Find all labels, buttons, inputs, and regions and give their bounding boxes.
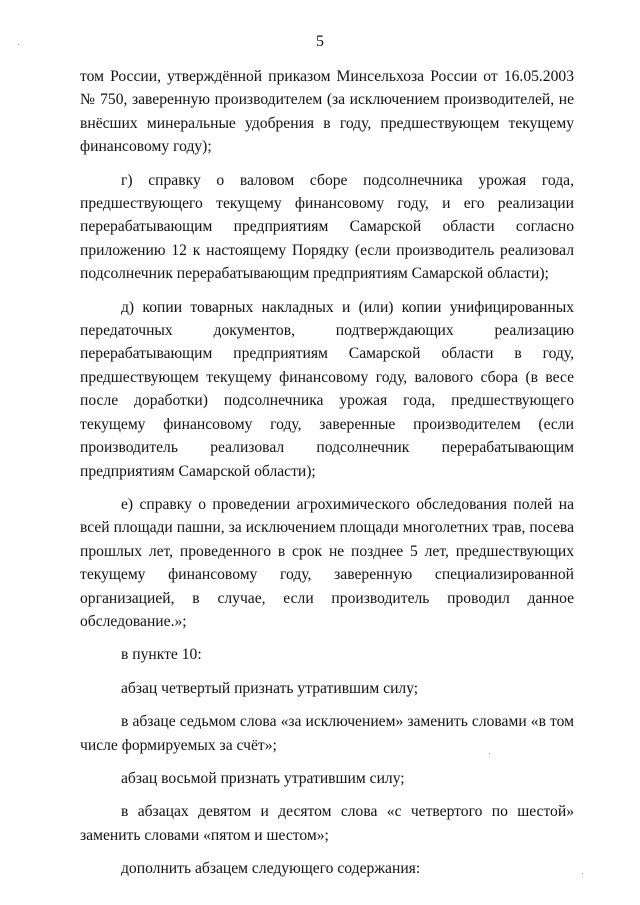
- document-body: [80, 65, 574, 881]
- paragraph: в абзаце седьмом слова «за исключением» заменить словами «в том числе формируемых за счёт»;: [80, 713, 574, 754]
- paragraph: г) справку о валовом сборе подсолнечника урожая года, предшествующего текущему финансовому году, и его реализации перерабатывающим предприятиям Самарской области согласно приложению 12 к настоящему Порядку (если производитель реализовал подсолнечник перерабатывающим предприятиям Самарской области);: [80, 171, 574, 283]
- page-number: 5: [316, 33, 324, 50]
- paragraph: в пункте 10:: [121, 646, 202, 664]
- paragraph: абзац восьмой признать утратившим силу;: [121, 769, 405, 787]
- paragraph: д) копии товарных накладных и (или) копии унифицированных передаточных документов, подтверждающих реализацию перерабатывающим предприятиям Самарской области в году, предшествующем текущему финансовому году, валового сбора (в весе после доработки) подсолнечника урожая года, предшествующего текущему финансовому году, заверенные производителем (если производитель реализовал подсолнечник перерабатывающим предприятиям Самарской области);: [80, 298, 574, 480]
- paragraph: в абзацах девятом и десятом слова «с четвертого по шестой» заменить словами «пятом и шестом»;: [80, 803, 574, 844]
- scan-speck: [489, 753, 490, 754]
- paragraph: абзац четвертый признать утратившим силу;: [121, 679, 419, 697]
- paragraph: дополнить абзацем следующего содержания:: [121, 860, 421, 878]
- scan-speck: [18, 44, 19, 45]
- paragraph: е) справку о проведении агрохимического обследования полей на всей площади пашни, за исключением площади многолетних трав, посева прошлых лет, проведенного в срок не позднее 5 лет, предшествующих текущему финансовому году, заверенную специализированной организацией, в случае, если производитель проводил данное обследование.»;: [80, 495, 574, 630]
- paragraph: том России, утверждённой приказом Минсельхоза России от 16.05.2003 № 750, заверенную производителем (за исключением производителей, не внёсших минеральные удобрения в году, предшествующем текущему финансовому году);: [80, 68, 574, 156]
- scan-speck: [582, 873, 583, 874]
